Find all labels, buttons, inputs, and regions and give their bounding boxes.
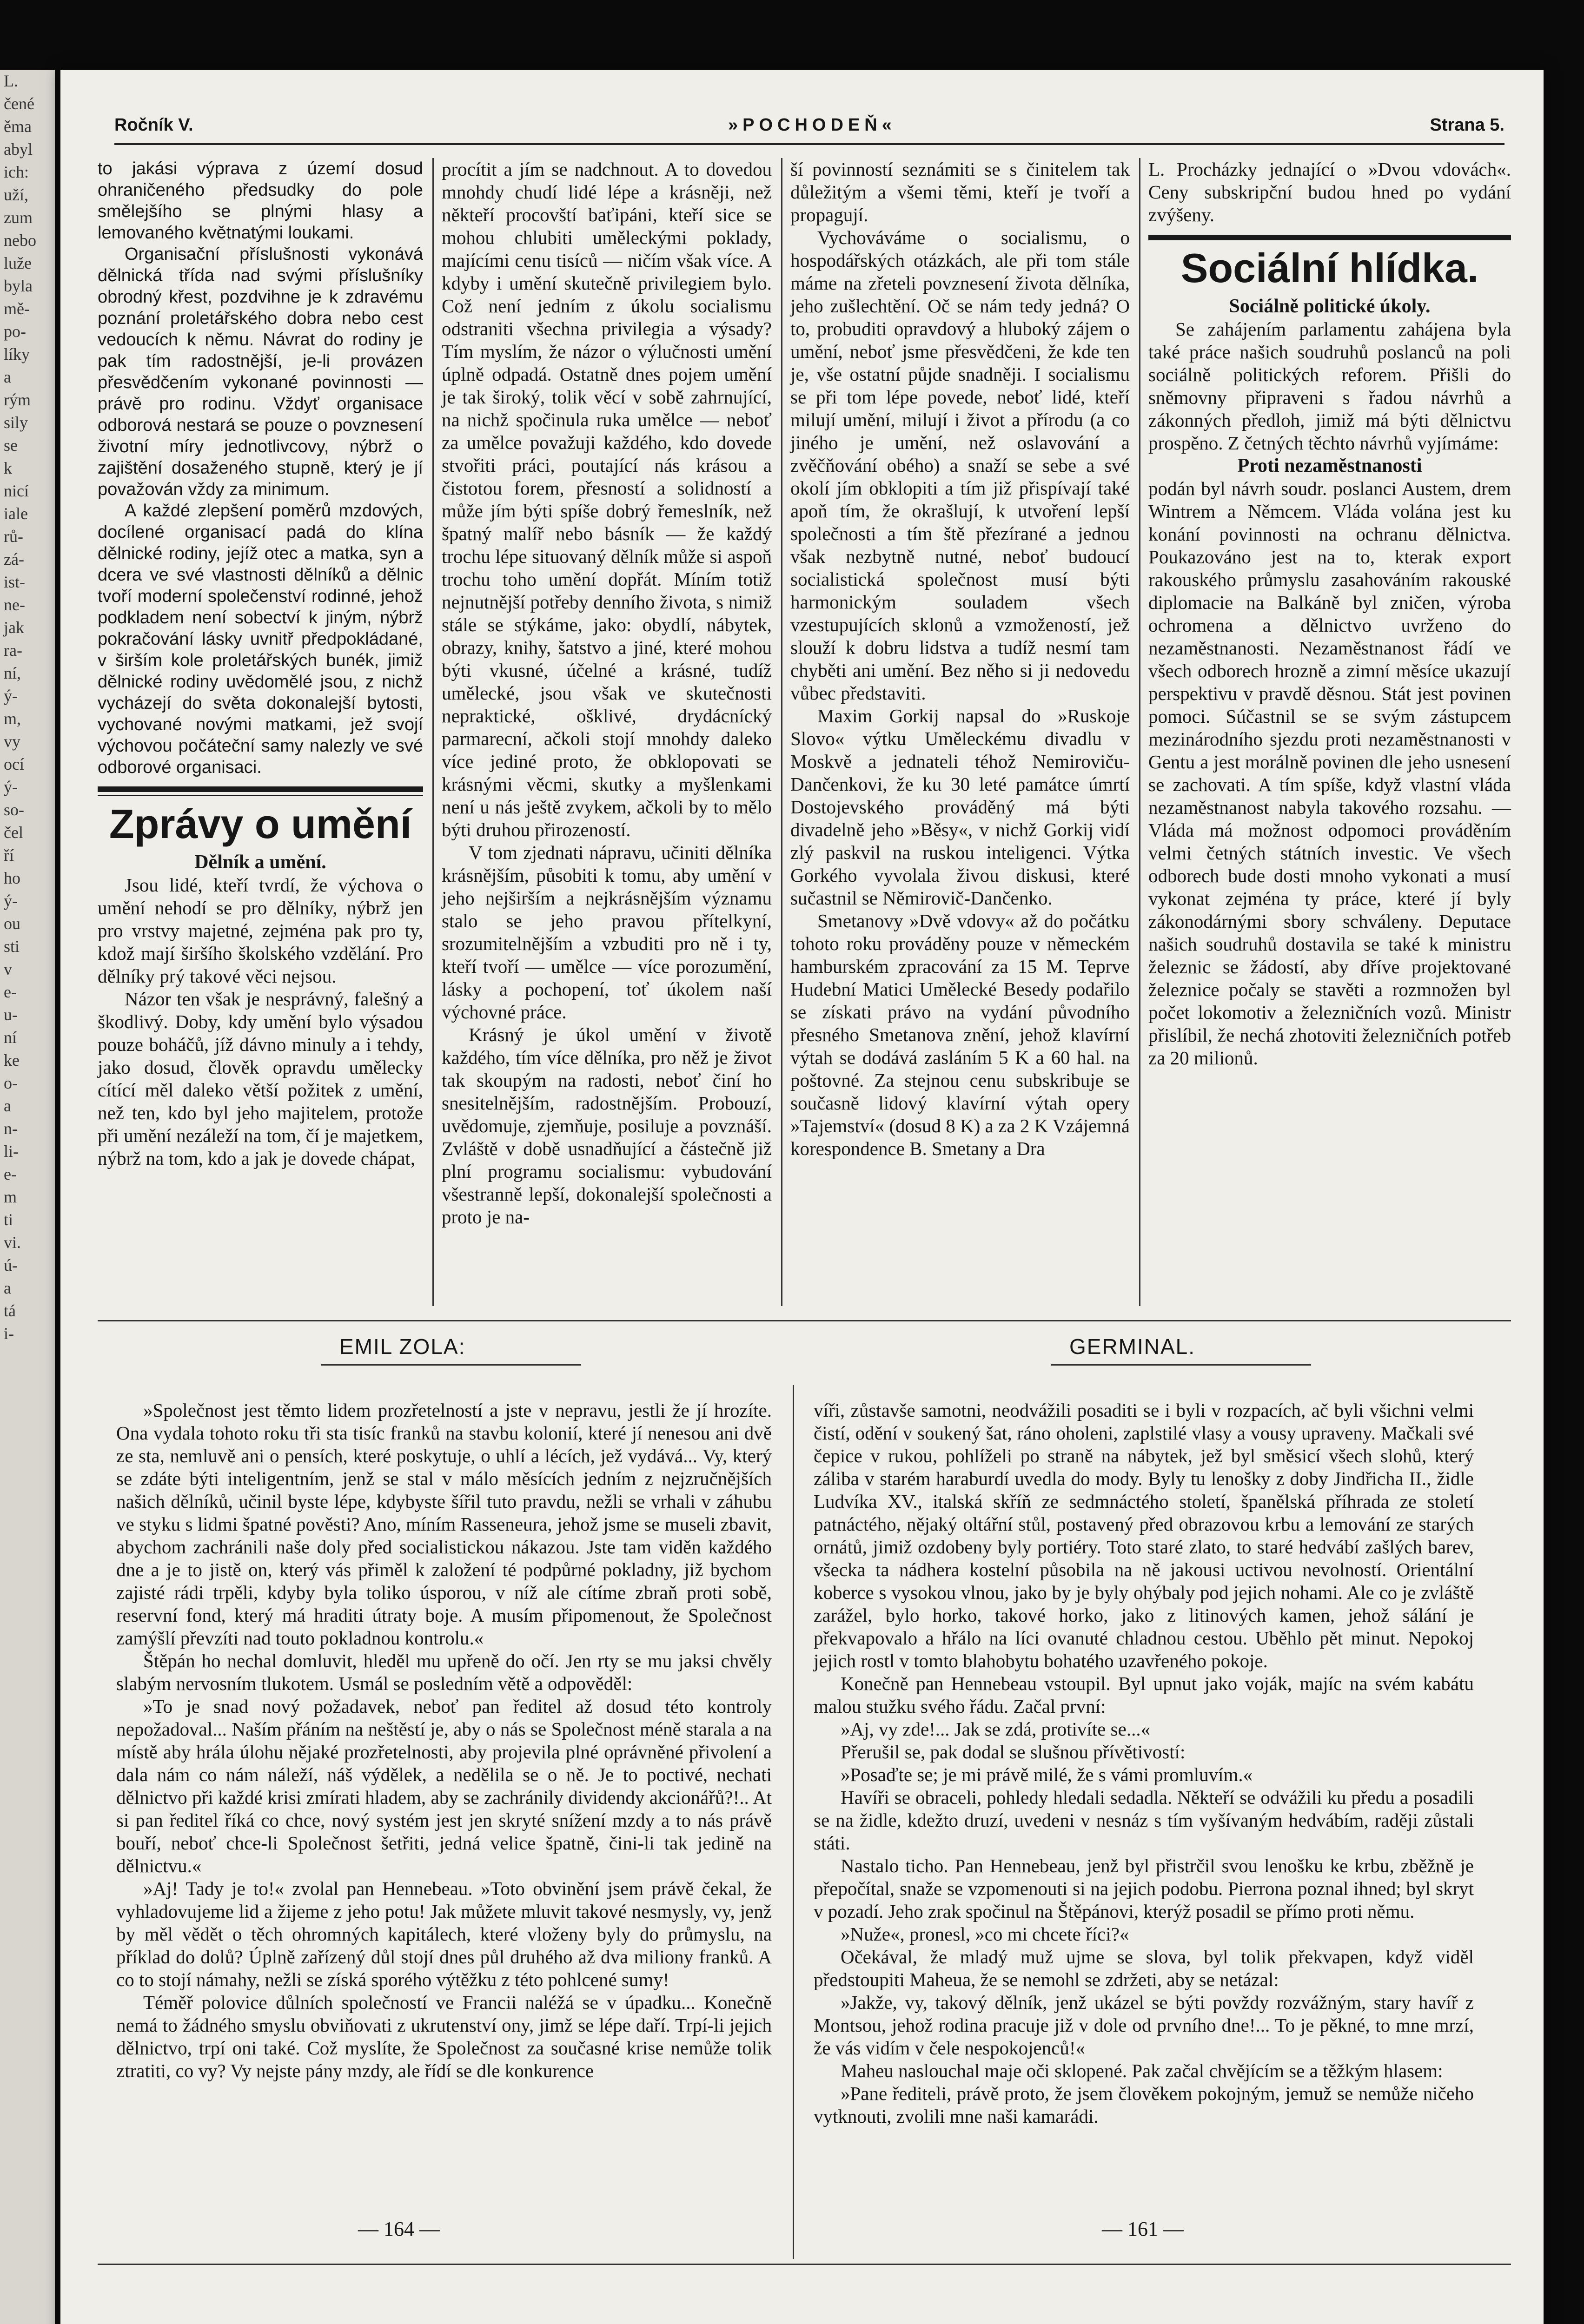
paragraph: »Jakže, vy, takový dělník, jenž ukázel se býti povždy rozvážným, stary havíř z Montsou, jehož rodina pracuje již v dole od prvního dne!... To je pěkné, to mne mrzí, že vás vidím v čele nespokojenců!« — [814, 1992, 1474, 2059]
paragraph: ší povinností seznámiti se s činitelem tak důležitým a všemi těmi, kteří je tvoří a propagují. — [790, 158, 1130, 225]
paragraph: Konečně pan Hennebeau vstoupil. Byl upnut jako voják, majíc na svém kabátu malou stužku svého řádu. Začal první: — [814, 1673, 1474, 1717]
strip-fragment: i- — [4, 1324, 14, 1343]
column-rule — [781, 158, 782, 1306]
paragraph: »Společnost jest těmto lidem prozřetelností a jste v nepravu, jestli že jí hrozíte. Ona vydala tohoto roku tři sta tisíc franků na stavbu kolonií, které jí nenesou ani dvě ze sta, nemluvě ani o pensích, které poskytuje, o uhlí a lécích, jež vydává... Vy, který se zdáte býti inteligentním, jenž se stal v málo měsících jedním z nejzručnějších našich dělníků, učinil byste lépe, kdybyste šířil tuto pravdu, nežli se vrhali v záhubu ve styku s lidmi špatné pověsti? Ano, míním Rasseneura, jehož jsme se museli zbavit, abychom zachránili naše doly před socialistickou nákazou. Jste tam viděn každého dne a je to jistě on, který vás přiměl k založení té podpůrné pokladny, již bychom zajisté rádi trpěli, kdyby byla toliko úsporou, v níž ale cítíme zbraň proti sobě, reservní fond, který má hraditi útraty boje. A musím připomenout, že Společnost zamýšlí převzíti nad touto pokladnou kontrolu.« — [116, 1400, 772, 1649]
column-rule — [432, 158, 434, 1306]
strip-fragment: nicí — [4, 482, 29, 500]
strip-fragment: ne- — [4, 595, 25, 614]
serial-folio-left: — 164 — — [358, 2218, 440, 2240]
strip-fragment: ocí — [4, 755, 24, 773]
strip-fragment: ou — [4, 914, 20, 933]
strip-fragment: ý- — [4, 891, 18, 910]
paragraph: Očekával, že mladý muž ujme se slova, byl tolik překvapen, když viděl předstoupiti Maheua, že se nemohl se zdržeti, aby se netázal: — [814, 1946, 1474, 1990]
strip-fragment: tá — [4, 1301, 16, 1320]
newspaper-title: »POCHODEŇ« — [728, 115, 896, 135]
volume-label: Ročník V. — [114, 115, 193, 135]
serial-author: EMIL ZOLA: — [339, 1334, 466, 1359]
strip-fragment: e- — [4, 983, 17, 1001]
paragraph: »Posaďte se; je mi právě milé, že s vámi promluvím.« — [841, 1764, 1253, 1785]
serial-folio-right: — 161 — — [1102, 2218, 1184, 2240]
organisation-article — [98, 158, 423, 778]
paragraph: »To je snad nový požadavek, neboť pan ředitel až dosud této kontroly nepožadoval... Naším přáním na neštěstí je, aby o nás se Společnost méně starala a na místě aby hrála úlohu nějaké prozřetelnosti, aby projevila plné oprávněné přivolení a dala nám co nám náleží, náš výdělek, a nedělila se o ně. Je to poctivé, nechati dělnictvo při každé krisi zmírati hladem, aby se zachránily dividendy akcionářů?!.. At si pan ředitel říká co chce, nový systém jest jen skryté snížení mzdy a to nás právě bouří, neboť chce-li Společnost šetřiti, jedná velice špatně, čini-li tak jedině na dělnictvu.« — [116, 1696, 772, 1876]
strip-fragment: ý- — [4, 778, 18, 796]
strip-fragment: m, — [4, 709, 21, 728]
paragraph: Štěpán ho nechal domluvit, hleděl mu upřeně do očí. Jen rty se mu jaksi chvěly slabým nervosním tlukotem. Usmál se posledním větě a odpověděl: — [116, 1650, 772, 1694]
strip-fragment: ti — [4, 1210, 13, 1229]
paragraph: »Aj, vy zde!... Jak se zdá, protivíte se...« — [841, 1718, 1151, 1740]
paragraph: Jsou lidé, kteří tvrdí, že výchova o umění nehodí se pro dělníky, nýbrž jen pro vrstvy majetné, zejména pak pro ty, kdož mají širšího školského vzdělání. Pro dělníky prý takové věci nejsou. — [98, 874, 423, 987]
section-title-art-news: Zprávy o umění — [109, 801, 412, 847]
strip-fragment: sti — [4, 937, 20, 956]
paragraph: Názor ten však je nesprávný, falešný a škodlivý. Doby, kdy umění bylo výsadou pouze boháčů, jíž dávno minuly a i tehdy, jako dosud, člověk opravdu umělecky cítící měl daleko větší požitek z umění, než ten, kdo byl jeho majitelem, protože při umění nezáleží na tom, čí je majetkem, nýbrž na tom, kdo a jak je dovede chápat, — [98, 988, 423, 1169]
strip-fragment: čené — [4, 94, 34, 113]
paragraph: Smetanovy »Dvě vdovy« až do počátku tohoto roku prováděny pouze v německém hamburském zpracování za 15 M. Teprve Hudební Matici Umělecké Besedy podařilo se získati právo na vydání původního přesného Smetanova znění, jehož klavírní výtah se dodává zasláním 5 K a 60 hal. na poštovné. Za stejnou cenu subskribuje se současně lidový klavírní výtah opery »Tajemství« (dosud 8 K) a za 2 K Vzájemná korespondence B. Smetany a Dra — [790, 910, 1130, 1159]
strip-fragment: m — [4, 1188, 17, 1206]
strip-fragment: e- — [4, 1165, 17, 1183]
strip-fragment: iale — [4, 504, 28, 523]
column-4 — [1148, 158, 1511, 1070]
strip-fragment: rů- — [4, 527, 23, 546]
strip-fragment: u- — [4, 1005, 18, 1024]
strip-fragment: ke — [4, 1051, 20, 1070]
strip-fragment: ěma — [4, 117, 32, 136]
paragraph: Maheu naslouchal maje oči sklopené. Pak začal chvějícím se a těžkým hlasem: — [841, 2060, 1443, 2081]
bottom-rule — [98, 2264, 1511, 2265]
strip-fragment: o- — [4, 1074, 18, 1092]
serial-column-rule — [793, 1385, 794, 2259]
adjacent-page-strip — [0, 70, 55, 2324]
section-divider — [98, 786, 423, 792]
strip-fragment: ra- — [4, 641, 22, 660]
newspaper-page — [60, 70, 1544, 2324]
paragraph: Vychováváme o socialismu, o hospodářských otázkách, ale při tom stále máme na zřeteli povznesení života dělníka, jeho zušlechtění. Oč se nám tedy jedná? O to, probuditi opravdový a hluboký zájem o umění, neboť jsme přesvědčeni, že kde ten je, vše ostatní půjde snadněji. I socialismu se při tom lépe povede, neboť lidé, kteří milují umění, milují i život a přírodu (a co jiného je umění, než oslavování a zvěčňování obého) a snaží se sebe a své okolí jím obklopiti a tím již přispívají také apoň tím, že okrašlují, k utvoření lepší společnosti a tím ště přezírané a jednou však nezbytně nutné, neboť budoucí socialistická společnost musí býti harmonickým souladem všech vzestupujících sklonů a vzmožeností, jež slouží k dobru lidstva a tudíž nesmí tam chyběti ani umění. Bez něho si ji nedovedu vůbec představiti. — [790, 227, 1130, 704]
paragraph: L. Procházky jednající o »Dvou vdovách«. Ceny subskripční budou hned po vydání zvýšeny. — [1148, 158, 1511, 225]
paragraph: procítit a jím se nadchnout. A to dovedou mnohdy chudí lidé lépe a krásněji, než někteří procovští baťipáni, kteří sice se mohou chlubiti uměleckými poklady, majícími cenu tisíců — ničím však více. A kdyby i umění skutečně privilegiem bylo. Což není jedním z úkolu socialismu odstraniti všechna privilegia a výsady? Tím myslím, že názor o výlučnosti umění úplně odpadá. Ostatně dnes pojem umění je tak široký, tolik věcí v sobě zahrnující, na nichž spočinula ruka umělce — neboť za umělce považuji každého, kdo dovede stvořiti práci, poutající nás krásou a čistotou forem, přesností a solidností a může jím býti spíše dobrý řemeslník, než špatný malíř nebo básník — že každý trochu lépe situovaný dělník může si aspoň trochu toho umění dopřát. Míním totiž nejnutnější potřeby denního života, s nimiž stále se stýkáme, jako: obydlí, nábytek, obrazy, knihy, šatstvo a jiné, které mohou býti vkusné, účelné a krásné, tudíž umělecké, jsou však ve skutečnosti nepraktické, ošklivé, drydácnícký parmarecní, ačkoli stojí mnohdy daleko více jediné proto, že obklopovati se krásnými věcmi, skutky a myšlenkami není u nás ještě zvykem, ačkoli by to mělo býti druhou přirozeností. — [442, 158, 772, 840]
paragraph: Se zahájením parlamentu zahájena byla také práce našich soudruhů poslanců na poli sociálně politických reforem. Přišli do sněmovny připraveni s řadou návrhů a zákonných předloh, jimiž má býti dělnictvu prospěno. Z četných těchto návrhů vyjímáme: — [1148, 318, 1511, 454]
column-2 — [442, 158, 772, 1228]
paragraph: Krásný je úkol umění v životě každého, tím více dělníka, pro něž je život tak skoupým na radosti, neboť činí ho snesitelnějším, radostnějším. Probouzí, uvědomuje, zjemňuje, posiluje a povznáší. Zvláště v době usnadňující a částečně již plní programu socialismu: vybudování všestranně lepší, dokonalejší společnosti a proto je na- — [442, 1024, 772, 1228]
article-subheading: Proti nezaměstnanosti — [1237, 455, 1422, 476]
strip-fragment: a — [4, 1096, 11, 1115]
strip-fragment: ho — [4, 869, 20, 887]
paragraph: »Pane řediteli, právě proto, že jsem člověkem pokojným, jemuž se nemůže ničeho vytknouti, zvolili mne naši kamarádi. — [814, 2083, 1474, 2127]
paragraph: Organisační příslušnosti vykonává dělnická třída nad svými příslušníky obrodný křest, pozdvihne je k zdravému poznání proletářského dobra nebo cest vedoucích k němu. Návrat do rodiny je pak tím radostnější, je-li provázen přesvědčením vykonané povinnosti — právě pro rodinu. Vždyť organisace odborová nestará se pouze o povznesení životní míry jednotlivcovy, nýbrž o zajištění dosaženého stupně, který je jí považován vždy za minimum. — [98, 244, 423, 499]
strip-fragment: abyl — [4, 140, 33, 158]
paragraph: »Nuže«, pronesl, »co mi chcete říci?« — [841, 1923, 1129, 1945]
strip-fragment: čel — [4, 823, 23, 842]
serial-right-column — [814, 1399, 1474, 2128]
column-3 — [790, 158, 1130, 1160]
strip-fragment: li- — [4, 1142, 19, 1161]
strip-fragment: zá- — [4, 550, 24, 568]
strip-fragment: vy — [4, 732, 20, 751]
strip-fragment: ní — [4, 1028, 17, 1047]
serial-underline — [1051, 1364, 1311, 1366]
column-rule — [1139, 158, 1140, 1306]
paragraph: Maxim Gorkij napsal do »Ruskoje Slovo« výtku Uměleckému divadlu v Moskvě a jednateli téhož Nemiroviču-Dančenkovi, že ku 30 leté památce úmrtí Dostojevského prováděný má býti divadelně jeho »Běsy«, v nichž Gorkij vidí zlý paskvil na ruskou inteligenci. Výtka Gorkého vyvolala živou diskusi, které sučastnil se Němirovič-Dančenko. — [790, 705, 1130, 909]
strip-fragment: ich: — [4, 163, 29, 181]
serial-separator — [98, 1320, 1511, 1321]
strip-fragment: uží, — [4, 185, 28, 204]
serial-underline — [321, 1364, 581, 1366]
paragraph: Přerušil se, pak dodal se slušnou přívětivostí: — [841, 1741, 1186, 1763]
strip-fragment: k — [4, 459, 12, 477]
strip-fragment: a — [4, 1279, 11, 1297]
paragraph: podán byl návrh soudr. poslanci Austem, drem Wintrem a Němcem. Vláda volána jest ku konání povinnosti na ochranu dělnictva. Poukazováno jest na to, kterak export rakouského průmyslu zasahováním rakouské diplomacie na Balkáně byl zničen, výroba ochromena a dělnictvo uvrženo do nezaměstnanosti. Nezaměstnanost řádí ve všech odborech hrozně a zimní měsíce ukazují perspektivu v pravdě děsnou. Stát jest povinen pomoci. Súčastnil se se svým zástupcem mezinárodního sjezdu proti nezaměstnanosti v Gentu a jest morálně povinen dle jeho usnesení se zachovati. A tím spíše, když vlastní vláda nezaměstnanost nabyla takového rozsahu. — Vláda má možnost odpomoci prováděním velmi četných státních investic. Ve všech odborech bude dosti mnoho vykonati a musí vykonat zejména ty práce, které jí byly zákonodárnými sbory schváleny. Deputace našich soudruhů dostavila se také k ministru železnic se žádostí, aby dříve projektované železnice počaly se stavěti a rozmnožen byl počet lokomotiv a železničních vozů. Ministr přislíbil, že nechá zhotoviti železničních potřeb za 20 milionů. — [1148, 478, 1511, 1069]
paragraph: Nastalo ticho. Pan Hennebeau, jenž byl přistrčil svou lenošku ke krbu, zběžně je přepočítal, snaže se vzpomenouti si na jejich podobu. Pierrona poznal ihned; byl skryt v pozadí. Jeho zrak spočinul na Štěpánovi, kterýž posadil se přímo proti němu. — [814, 1855, 1474, 1922]
strip-fragment: luže — [4, 254, 32, 272]
serial-left-column — [116, 1399, 772, 2082]
paragraph: to jakási výprava z území dosud ohraničeného předsudky do pole smělejšího se plnými hlasy a lemovaného květnatými loukami. — [98, 159, 423, 243]
paragraph: Havíři se obraceli, pohledy hledali sedadla. Někteří se odvážili ku předu a posadili se na židle, kdežto druzí, uvedeni v nesnáz s tím vyšívaným hedvábím, raději zůstali státi. — [814, 1787, 1474, 1854]
strip-fragment: L. — [4, 72, 18, 90]
section-title-social: Sociální hlídka. — [1180, 245, 1479, 291]
strip-fragment: se — [4, 436, 18, 455]
strip-fragment: so- — [4, 800, 24, 819]
strip-fragment: rým — [4, 390, 31, 409]
paragraph: víři, zůstavše samotni, neodvážili posaditi se i byli v rozpacích, ač byli všichni velmi čistí, odění v soukený šat, ráno oholeni, zaplstilé vlasy a vousy upraveny. Mačkali své čepice v rukou, pohlíželi po straně na nábytek, jež byl směsicí všech slohů, který záliba v starém haraburdí uvedla do mody. Byly tu lenošky z doby Jindřicha II., židle Ludvíka XV., italská skříň ze sedmnáctého století, španělská příhrada ze století patnáctého, nějaký oltářní stůl, postavený před obrazovou krbu a lemování ze starých ornátů, jimiž ozdobeny byly portiéry. Toto staré zlato, to staré hedvábí zašlých barev, všecka ta nádhera kostelní působila na ně jakousi uctivou nevolností. Orientální koberce s vysokou vlnou, jako by je byly ohýbaly pod jejich nohami. Ale co je zvláště zarážel, bylo horko, takové horko, jako z litinových kamen, jehož sálání je překvapovalo a hřálo na líci ovanuté chladnou cestou. Uběhlo pět minut. Nepokoj jejich rostl v tomto blahobytu bohatého uzavřeného pokoje. — [814, 1400, 1474, 1671]
page-number: Strana 5. — [1430, 115, 1504, 135]
strip-fragment: vi. — [4, 1233, 21, 1252]
article-heading: Dělník a umění. — [194, 852, 326, 873]
strip-fragment: nebo — [4, 231, 36, 250]
strip-fragment: líky — [4, 345, 30, 363]
strip-fragment: mě- — [4, 299, 30, 318]
strip-fragment: po- — [4, 322, 26, 341]
strip-fragment: v — [4, 960, 12, 978]
paragraph: Téměř polovice důlních společností ve Francii naléžá se v úpadku... Konečně nemá to žádného smyslu obviňovati z ukrutenství ony, jimž se lépe daří. Trpí-li jejich dělnictvo, trpí oni také. Což myslíte, že Společnost za současné krise nemůže tolik ztratiti, co vy? Vy nejste pány mzdy, ale řídí se dle konkurence — [116, 1992, 772, 2081]
column-1 — [98, 158, 423, 1170]
strip-fragment: ní, — [4, 664, 21, 682]
page-header — [114, 111, 1504, 145]
strip-fragment: zum — [4, 208, 33, 227]
strip-fragment: jak — [4, 618, 24, 637]
paragraph: »Aj! Tady je to!« zvolal pan Hennebeau. »Toto obvinění jsem právě čekal, že vyhladovujeme lid a žijeme z jeho potu! Jak můžete mluvit takové nesmysly, vy, jenž by měl vědět o těch ohromných kapitálech, které vloženy byly do průmyslu, na příklad do dolů? Úplně zařízený důl stojí dnes půl druhého až dva miliony franků. A co to stojí námahy, nežli se získá sporého výtěžku z této pohlcené sumy! — [116, 1878, 772, 1990]
strip-fragment: ist- — [4, 573, 26, 591]
strip-fragment: ú- — [4, 1256, 18, 1274]
paragraph: V tom zjednati nápravu, učiniti dělníka krásnějším, působiti k tomu, aby umění v jeho nejširším a nejkrásnějším významu stalo se jeho pravou přítelkyní, srozumitelnějším a vzbuditi pro ně i ty, kteří tvoří — umělce — více porozumění, lásky a pochopení, toť úkolem naší výchovné práce. — [442, 842, 772, 1023]
paragraph: A každé zlepšení poměrů mzdových, docílené organisací padá do klína dělnické rodiny, jejíž otec a matka, syn a dcera ve své vlastnosti dělníků a dělnic tvoří moderní společenství rodinné, jehož podkladem není sobectví k jiným, nýbrž pokračování lásky uvnitř předpokládané, v širším kole proletářských bunék, jimiž dělnické rodiny uvědomělé jsou, z nichž vycházejí do světa dokonalejší bytosti, vychované novými matkami, jež svojí výchovou počáteční samy nalezly ve své odborové organisaci. — [98, 501, 423, 777]
strip-fragment: n- — [4, 1119, 18, 1138]
section-divider — [1148, 235, 1511, 240]
section-divider — [98, 795, 423, 796]
article-heading: Sociálně politické úkoly. — [1229, 296, 1431, 317]
strip-fragment: byla — [4, 277, 33, 295]
serial-title: GERMINAL. — [1069, 1334, 1196, 1359]
strip-fragment: ý- — [4, 687, 18, 705]
strip-fragment: a — [4, 368, 11, 386]
strip-fragment: sily — [4, 413, 28, 432]
strip-fragment: ří — [4, 846, 14, 865]
